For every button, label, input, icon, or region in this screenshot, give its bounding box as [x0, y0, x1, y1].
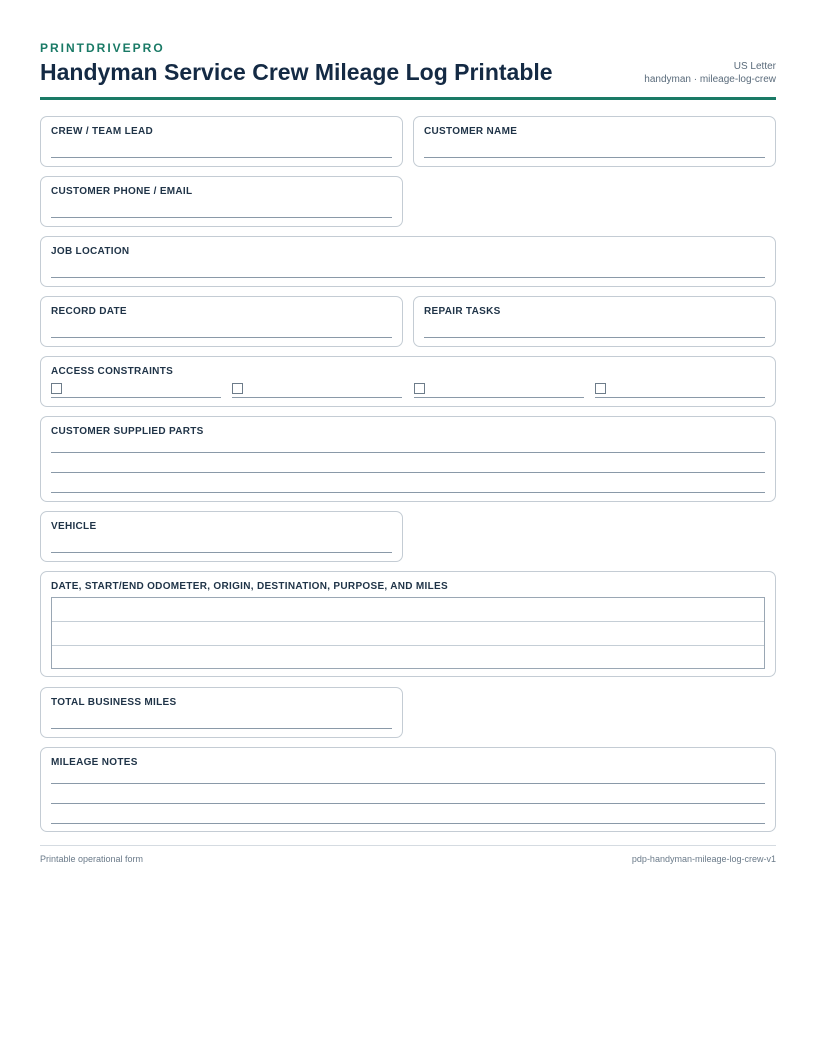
- checkbox[interactable]: [414, 383, 425, 394]
- access-option-3: [414, 382, 584, 398]
- table-row-divider: [52, 645, 764, 646]
- crew-lead-input-line[interactable]: [51, 157, 392, 158]
- repair-tasks-field: [413, 296, 776, 347]
- customer-contact-field: [40, 176, 403, 227]
- option-write-line[interactable]: [51, 397, 221, 398]
- job-location-field: [40, 236, 776, 287]
- customer-parts-line-3[interactable]: [51, 492, 765, 493]
- total-miles-field: [40, 687, 403, 738]
- checkbox[interactable]: [595, 383, 606, 394]
- repair-tasks-input-line[interactable]: [424, 337, 765, 338]
- customer-name-input-line[interactable]: [424, 157, 765, 158]
- option-write-line[interactable]: [232, 397, 402, 398]
- trip-log-table: [51, 597, 765, 669]
- access-constraints-field: [40, 356, 776, 407]
- vehicle-input-line[interactable]: [51, 552, 392, 553]
- total-miles-label: TOTAL BUSINESS MILES: [51, 697, 177, 708]
- crew-lead-field: [40, 116, 403, 167]
- form-path-label: handyman · mileage-log-crew: [644, 74, 776, 85]
- vehicle-label: VEHICLE: [51, 521, 97, 532]
- checkbox[interactable]: [51, 383, 62, 394]
- header-divider: [40, 97, 776, 100]
- option-write-line[interactable]: [595, 397, 765, 398]
- brand-name: PRINTDRIVEPRO: [40, 41, 165, 55]
- vehicle-field: [40, 511, 403, 562]
- form-meta: [644, 60, 776, 86]
- page-title: Handyman Service Crew Mileage Log Printable: [40, 59, 553, 85]
- trip-log-label: DATE, START/END ODOMETER, ORIGIN, DESTINATION, PURPOSE, AND MILES: [51, 581, 448, 592]
- option-write-line[interactable]: [414, 397, 584, 398]
- access-option-2: [232, 382, 402, 398]
- job-location-input-line[interactable]: [51, 277, 765, 278]
- table-row-divider: [52, 621, 764, 622]
- mileage-notes-line-3[interactable]: [51, 823, 765, 824]
- repair-tasks-label: REPAIR TASKS: [424, 306, 501, 317]
- footer-form-id: pdp-handyman-mileage-log-crew-v1: [631, 854, 776, 864]
- footer-divider: [40, 845, 776, 846]
- access-option-4: [595, 382, 765, 398]
- customer-contact-input-line[interactable]: [51, 217, 392, 218]
- mileage-notes-line-2[interactable]: [51, 803, 765, 804]
- total-miles-input-line[interactable]: [51, 728, 392, 729]
- customer-contact-label: CUSTOMER PHONE / EMAIL: [51, 186, 193, 197]
- customer-name-label: CUSTOMER NAME: [424, 126, 518, 137]
- job-location-label: JOB LOCATION: [51, 246, 130, 257]
- customer-parts-label: CUSTOMER SUPPLIED PARTS: [51, 426, 204, 437]
- record-date-field: [40, 296, 403, 347]
- mileage-notes-label: MILEAGE NOTES: [51, 757, 138, 768]
- record-date-label: RECORD DATE: [51, 306, 127, 317]
- customer-parts-line-1[interactable]: [51, 452, 765, 453]
- access-constraints-label: ACCESS CONSTRAINTS: [51, 366, 174, 377]
- customer-name-field: [413, 116, 776, 167]
- checkbox[interactable]: [232, 383, 243, 394]
- footer-description: Printable operational form: [40, 854, 144, 864]
- access-option-1: [51, 382, 221, 398]
- crew-lead-label: CREW / TEAM LEAD: [51, 126, 154, 137]
- customer-parts-field: [40, 416, 776, 502]
- customer-parts-line-2[interactable]: [51, 472, 765, 473]
- paper-size-label: US Letter: [733, 61, 776, 72]
- mileage-notes-field: [40, 747, 776, 832]
- mileage-notes-line-1[interactable]: [51, 783, 765, 784]
- record-date-input-line[interactable]: [51, 337, 392, 338]
- trip-log-field: [40, 571, 776, 677]
